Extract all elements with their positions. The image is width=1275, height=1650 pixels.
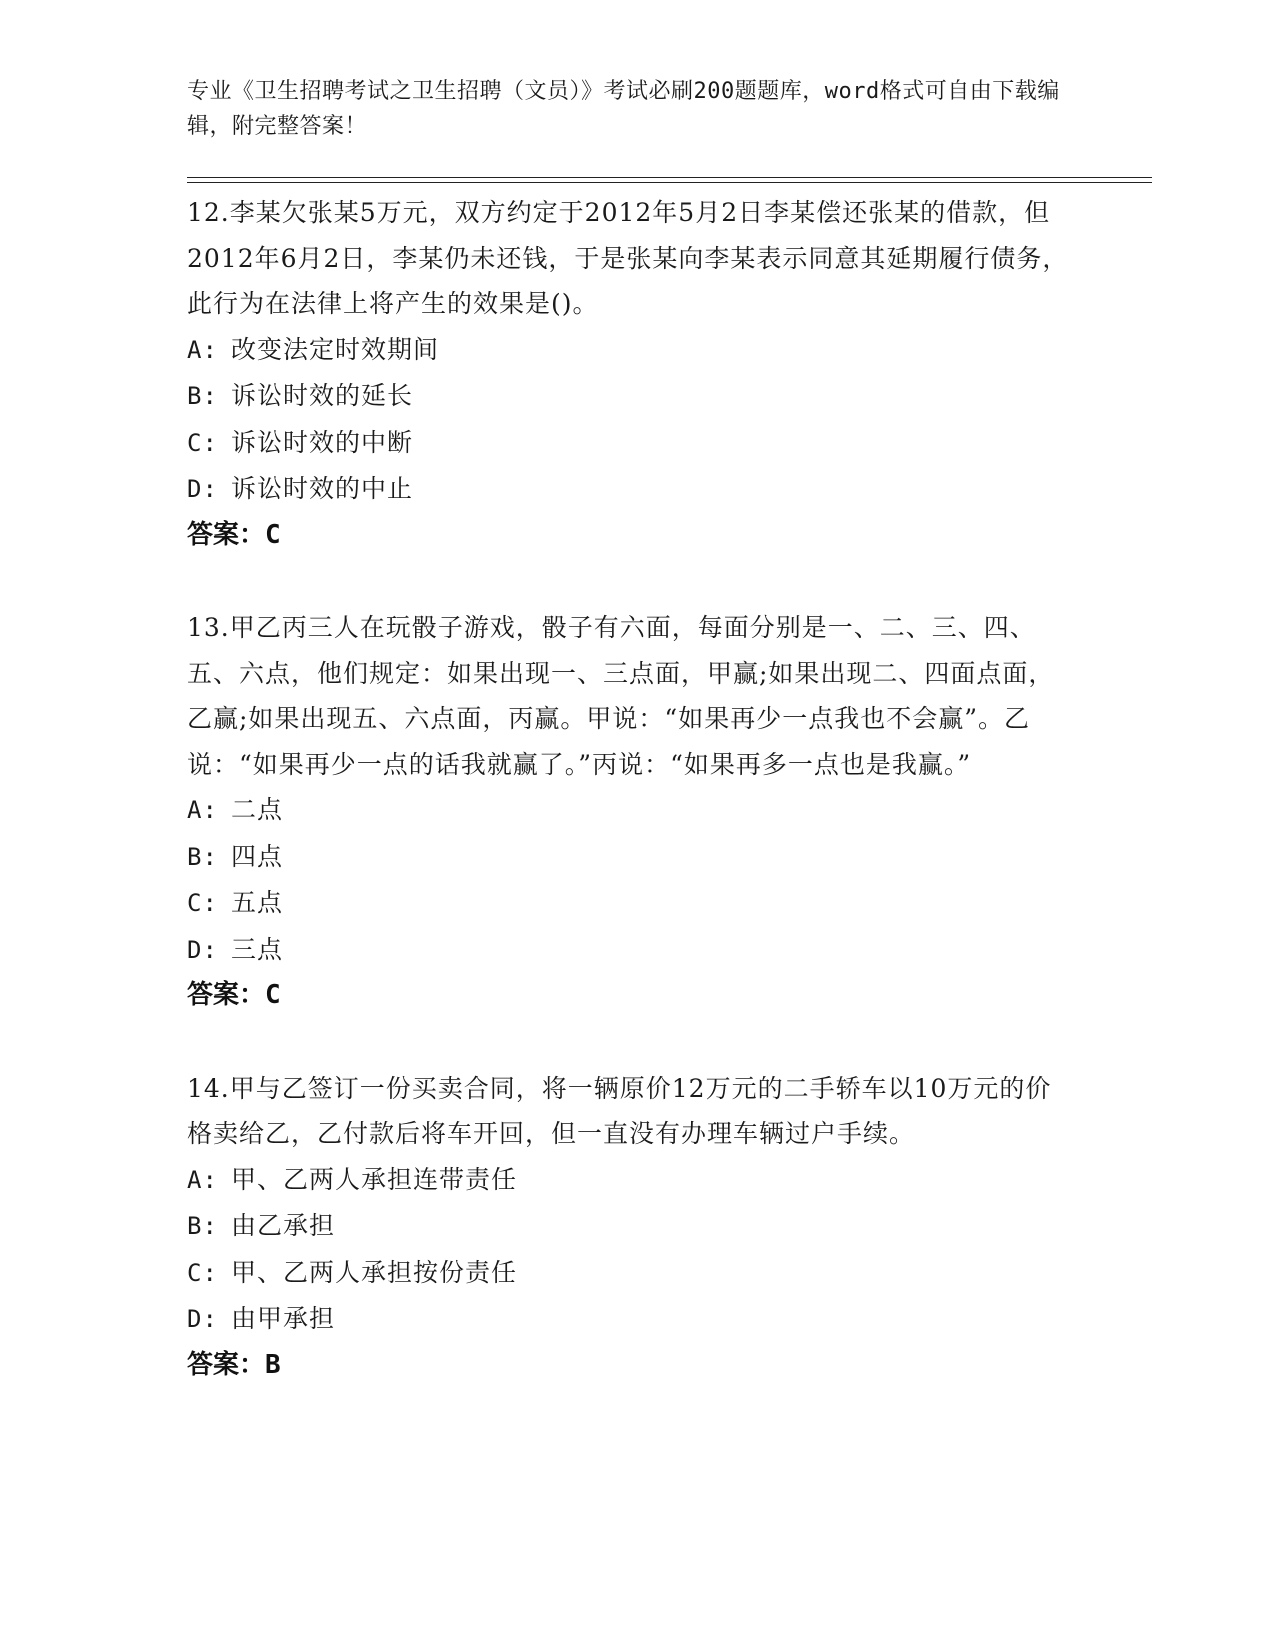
option-text: 五点 [231, 888, 284, 917]
option-a [187, 327, 1077, 374]
question-stem: 13.甲乙丙三人在玩骰子游戏，骰子有六面，每面分别是一、二、三、四、五、六点，他们规定：如果出现一、三点面，甲赢;如果出现二、四面点面，乙赢;如果出现五、六点面，丙赢。甲说：“如果再少一点我也不会赢”。乙说：“如果再少一点的话我就赢了。”丙说：“如果再多一点也是我赢。” [187, 613, 1055, 779]
question-stem: 12.李某欠张某5万元，双方约定于2012年5月2日李某偿还张某的借款，但2012年6月2日，李某仍未还钱，于是张某向李某表示同意其延期履行债务，此行为在法律上将产生的效果是()。 [187, 198, 1069, 318]
option-list [187, 327, 1077, 513]
option-key: D: [187, 475, 218, 503]
option-key: C: [187, 428, 218, 457]
option-text: 三点 [231, 934, 284, 964]
option-text: 诉讼时效的延长 [231, 381, 414, 410]
document-header: 专业《卫生招聘考试之卫生招聘（文员）》考试必刷200题题库，word格式可自由下载编辑，附完整答案！ [187, 79, 1060, 139]
option-key: A: [187, 335, 218, 364]
option-a [187, 787, 1077, 834]
option-d [187, 1296, 1077, 1343]
option-text: 诉讼时效的中止 [231, 474, 414, 503]
answer-line: 答案：B [187, 1349, 281, 1380]
question-12 [187, 190, 1077, 558]
option-text: 甲、乙两人承担连带责任 [231, 1164, 518, 1194]
option-key: B: [187, 842, 218, 871]
option-d [187, 927, 1077, 974]
answer-line: 答案：C [187, 519, 281, 550]
answer-line: 答案：C [187, 980, 281, 1010]
option-text: 四点 [231, 841, 284, 871]
option-key: D: [187, 935, 218, 964]
option-c [187, 1250, 1077, 1297]
option-text: 甲、乙两人承担按份责任 [231, 1257, 518, 1287]
option-key: C: [187, 1258, 218, 1287]
option-a [187, 1157, 1077, 1204]
question-stem: 14.甲与乙签订一份买卖合同，将一辆原价12万元的二手轿车以10万元的价格卖给乙，乙付款后将车开回，但一直没有办理车辆过户手续。 [187, 1073, 1052, 1148]
option-key: A: [187, 1165, 218, 1194]
option-text: 改变法定时效期间 [231, 334, 440, 364]
option-d [187, 466, 1077, 513]
option-list [187, 787, 1077, 973]
option-key: B: [187, 1212, 218, 1240]
option-text: 诉讼时效的中断 [231, 427, 414, 457]
option-key: A: [187, 796, 218, 824]
question-13 [187, 605, 1077, 1019]
option-text: 由乙承担 [231, 1211, 336, 1240]
option-b [187, 373, 1077, 420]
question-list [187, 190, 1077, 1388]
header-divider-secondary [187, 182, 1152, 183]
option-c [187, 420, 1077, 467]
option-text: 由甲承担 [231, 1304, 336, 1333]
option-key: C: [187, 889, 218, 917]
option-b [187, 834, 1077, 881]
option-list [187, 1157, 1077, 1343]
option-text: 二点 [231, 795, 284, 824]
option-c [187, 880, 1077, 927]
question-14 [187, 1066, 1077, 1389]
option-key: B: [187, 382, 218, 410]
option-b [187, 1203, 1077, 1250]
option-key: D: [187, 1305, 218, 1333]
header-divider [187, 177, 1152, 178]
